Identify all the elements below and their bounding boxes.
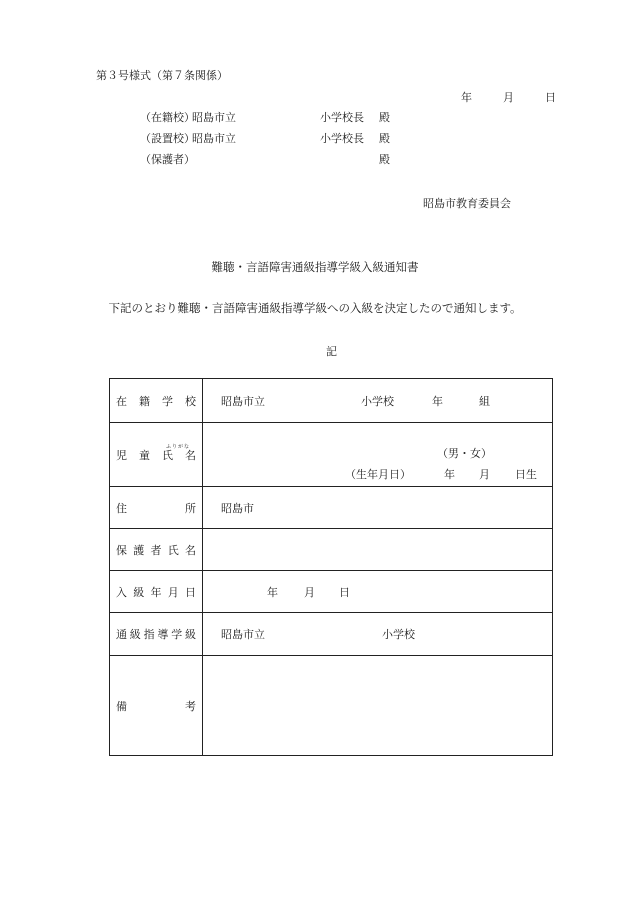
field-grade[interactable]: 年 (432, 394, 443, 408)
issuer: 昭島市教育委員会 (423, 197, 511, 210)
label-address: 住所 (116, 501, 196, 515)
dob-year[interactable]: 年 (444, 468, 455, 481)
dob-label: （生年月日） (345, 468, 411, 481)
addressee-suffix: 小学校長 (320, 111, 364, 124)
addressee-honorific: 殿 (379, 132, 390, 145)
dob-day[interactable]: 日生 (515, 468, 537, 481)
tsukyu-suffix: 小学校 (382, 628, 415, 641)
furigana-label: ふりがな (166, 444, 191, 450)
row-child-name (110, 422, 552, 486)
field-class[interactable]: 組 (479, 394, 490, 408)
tsukyu-city: 昭島市立 (221, 628, 265, 641)
addressee-place: 昭島市立 (192, 132, 236, 145)
enrollment-table (109, 378, 553, 756)
addressee-place: 昭島市立 (192, 111, 236, 124)
body-text: 下記のとおり難聴・言語障害通級指導学級への入級を決定したので通知します。 (108, 301, 522, 315)
admission-month[interactable]: 月 (304, 585, 315, 599)
addressee-suffix: 小学校長 (320, 132, 364, 145)
label-child-name: 児童氏名 (116, 448, 196, 462)
row-address (110, 486, 552, 528)
school-city: 昭島市立 (221, 394, 265, 408)
address-value[interactable]: 昭島市 (221, 501, 254, 515)
label-tsukyu-class: 通級指導学級 (116, 628, 196, 641)
addressee-role: （設置校） (140, 132, 195, 145)
addressee-role: （保護者） (140, 153, 195, 166)
divider (202, 529, 203, 570)
row-admission-date (110, 570, 552, 612)
dob-month[interactable]: 月 (479, 468, 490, 481)
row-enrolled-school (110, 379, 552, 422)
label-admission-date: 入級年月日 (116, 585, 196, 599)
addressee-host-school (140, 130, 390, 146)
label-guardian: 保護者氏名 (116, 543, 196, 557)
form-number: 第３号様式（第７条関係） (96, 69, 228, 82)
addressee-guardian (140, 151, 390, 167)
divider (202, 656, 203, 755)
ki-mark: 記 (326, 345, 337, 358)
addressee-role: （在籍校） (140, 111, 195, 124)
date-month-label: 月 (503, 91, 514, 104)
gender-choice[interactable]: （男・女） (437, 447, 492, 460)
date-day-label: 日 (545, 91, 556, 104)
school-suffix: 小学校 (361, 394, 394, 408)
divider (202, 571, 203, 612)
divider (202, 613, 203, 655)
date-year-label: 年 (461, 91, 472, 104)
admission-day[interactable]: 日 (339, 585, 350, 599)
document-title: 難聴・言語障害通級指導学級入級通知書 (211, 260, 419, 274)
label-remarks: 備考 (116, 699, 196, 713)
admission-year[interactable]: 年 (267, 585, 278, 599)
label-enrolled-school: 在籍学校 (116, 394, 196, 408)
row-guardian (110, 528, 552, 570)
divider (202, 423, 203, 486)
addressee-enrolled-school (140, 109, 390, 125)
divider (202, 379, 203, 422)
divider (202, 487, 203, 528)
addressee-honorific: 殿 (379, 153, 390, 166)
addressee-honorific: 殿 (379, 111, 390, 124)
issue-date (461, 89, 556, 105)
row-tsukyu-class (110, 612, 552, 655)
row-remarks (110, 655, 552, 755)
